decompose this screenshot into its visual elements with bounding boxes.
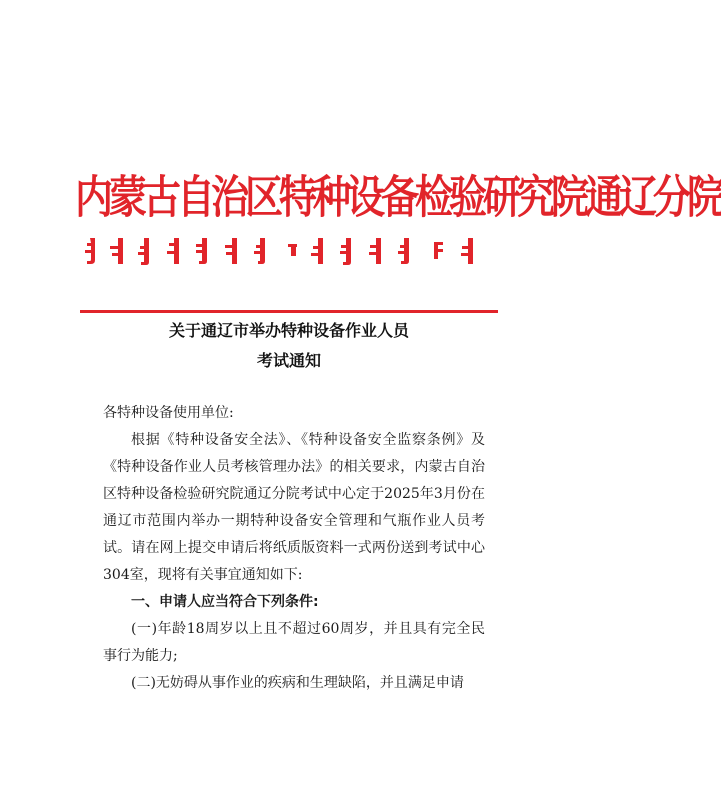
document-title-line-1: 关于通辽市举办特种设备作业人员 [168, 321, 409, 340]
document-body [103, 400, 485, 697]
mongolian-script-logo [82, 234, 492, 268]
paragraph-intro: 根据《特种设备安全法》、《特种设备安全监察条例》及《特种设备作业人员考核管理办法》的相关要求，内蒙古自治区特种设备检验研究院通辽分院考试中心定于2025年3月份在通辽市范围内举办一期特种设备安全管理和气瓶作业人员考试。请在网上提交申请后将纸质版资料一式两份送到考试中心304室，现将有关事宜通知如下: [103, 432, 485, 583]
letterhead-org-name: 内蒙古自治区特种设备检验研究院通辽分院 [75, 170, 721, 224]
condition-item-2: (二)无妨碍从事作业的疾病和生理缺陷，并且满足申请 [131, 675, 464, 691]
salutation: 各特种设备使用单位: [103, 405, 234, 421]
document-title-line-2: 考试通知 [256, 351, 321, 370]
condition-item-1: (一)年龄18周岁以上且不超过60周岁，并且具有完全民事行为能力; [103, 621, 485, 664]
section-heading-1: 一、申请人应当符合下列条件: [131, 594, 319, 610]
header-divider [80, 310, 498, 313]
